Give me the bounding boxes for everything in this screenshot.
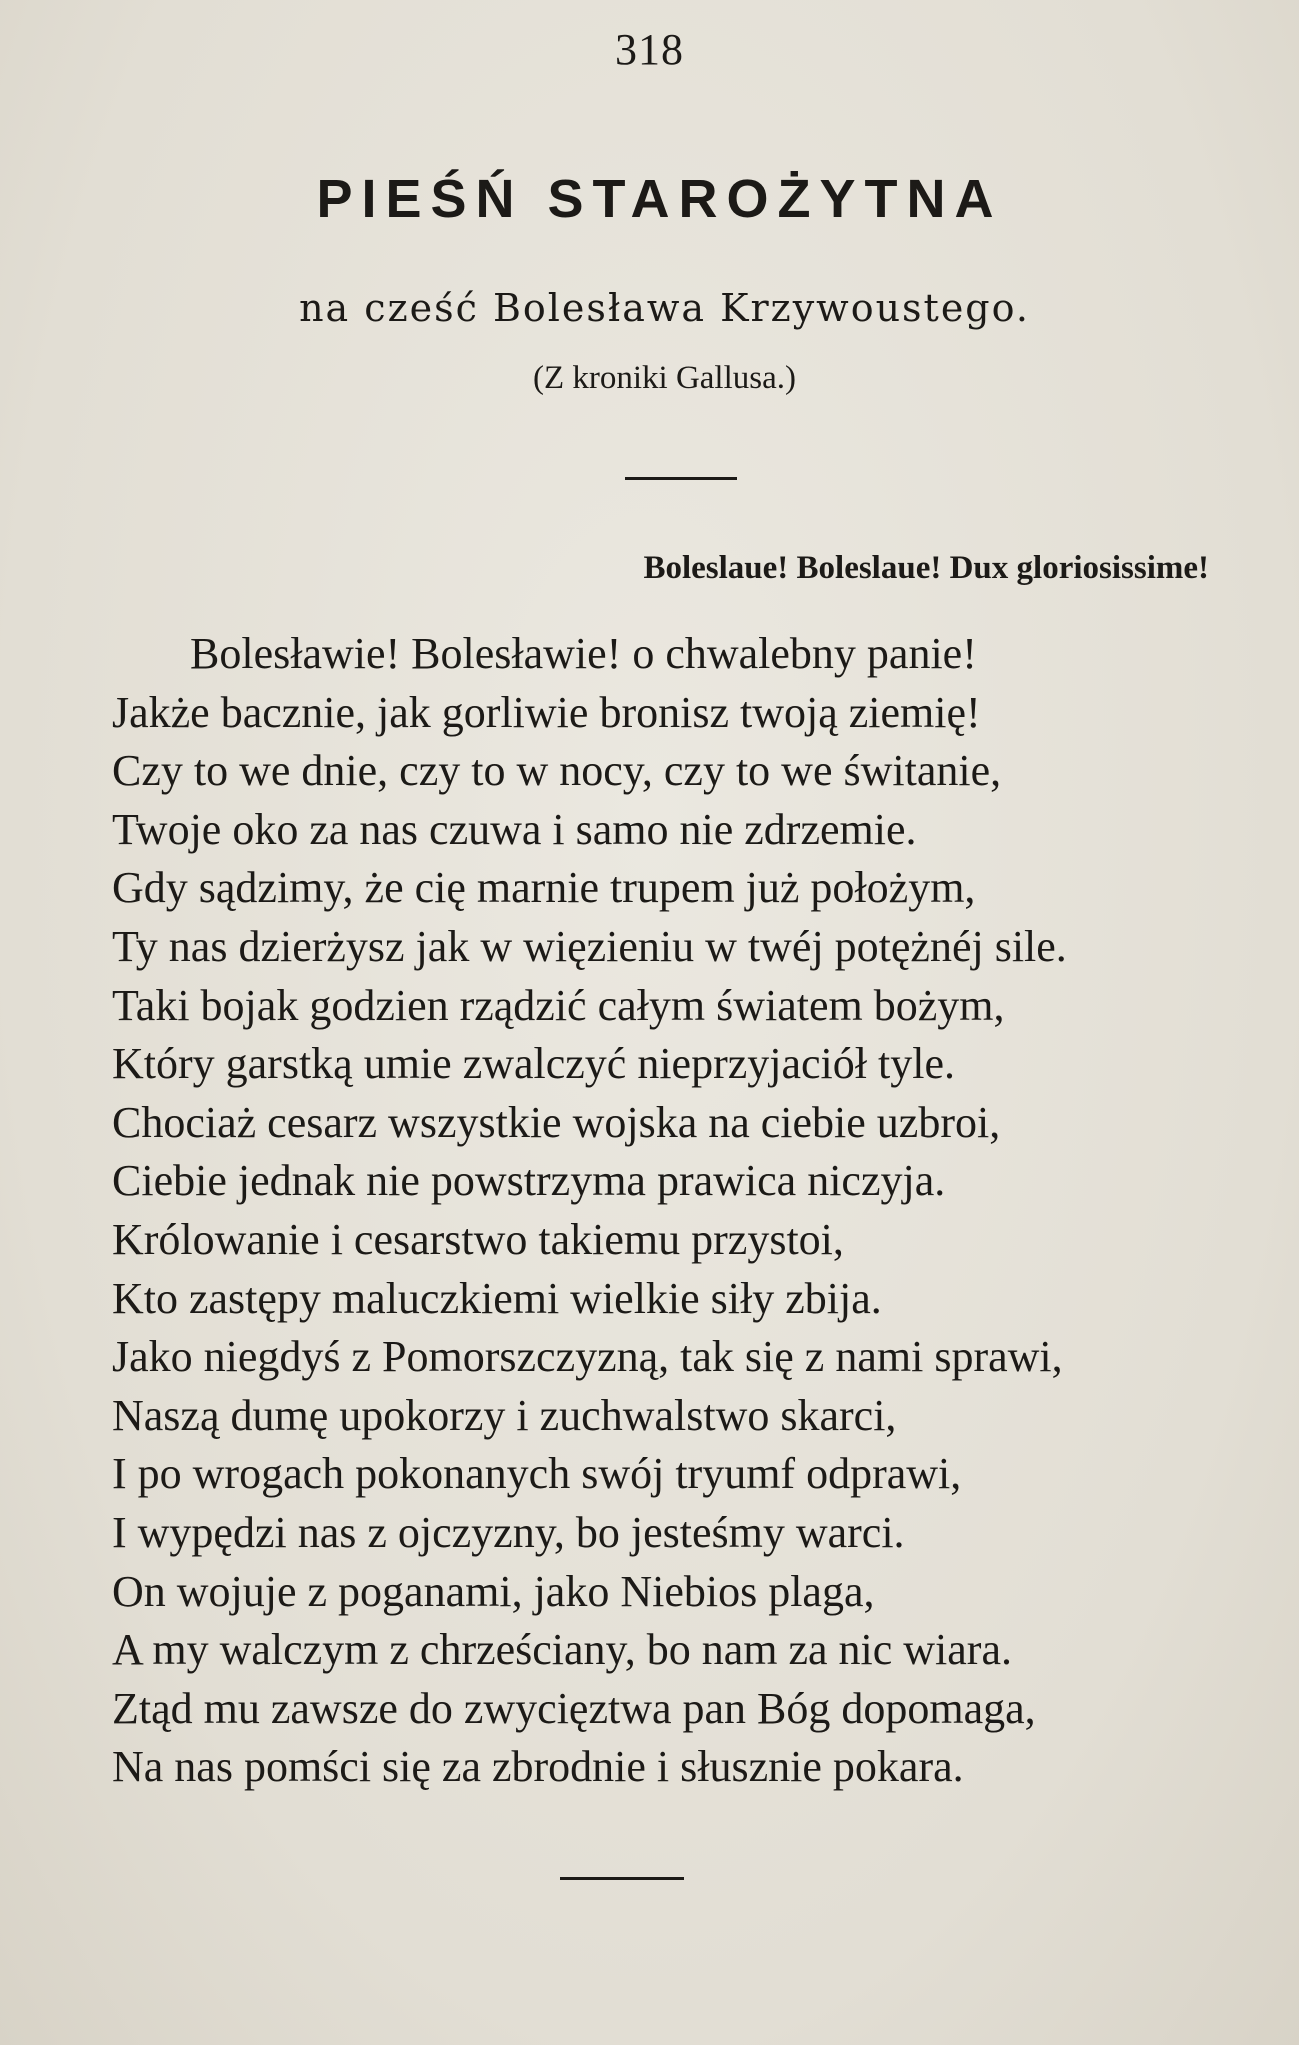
- verse-line: Chociaż cesarz wszystkie wojska na ciebie uzbroi,: [112, 1097, 1001, 1147]
- verse-line: Naszą dumę upokorzy i zuchwalstwo skarci,: [112, 1390, 897, 1440]
- poem-title: PIEŚŃ STAROŻYTNA: [316, 169, 1003, 229]
- verse-line: Gdy sądzimy, że cię marnie trupem już położym,: [112, 863, 976, 913]
- poem-body: [112, 625, 1252, 1797]
- verse-line: On wojuje z poganami, jako Niebios plaga,: [112, 1566, 875, 1616]
- verse-line: Który garstką umie zwalczyć nieprzyjaciół tyle.: [112, 1039, 955, 1089]
- verse-line: Ty nas dzierżysz jak w więzieniu w twéj potężnéj sile.: [112, 921, 1067, 971]
- verse-line: A my walczym z chrześciany, bo nam za nic wiara.: [112, 1625, 1012, 1675]
- verse-line: Jakże bacznie, jak gorliwie bronisz twoją ziemię!: [112, 687, 981, 737]
- verse-line: Czy to we dnie, czy to w nocy, czy to we świtanie,: [112, 746, 1002, 796]
- verse-line: I wypędzi nas z ojczyzny, bo jesteśmy warci.: [112, 1507, 905, 1557]
- poem-source: (Z kroniki Gallusa.): [532, 360, 797, 396]
- verse-line: Bolesławie! Bolesławie! o chwalebny panie!: [190, 629, 977, 678]
- verse-line: Kto zastępy maluczkiemi wielkie siły zbija.: [112, 1273, 882, 1323]
- latin-epigraph: Boleslaue! Boleslaue! Dux gloriosissime!: [643, 550, 1209, 586]
- verse-line: Ztąd mu zawsze do zwycięztwa pan Bóg dopomaga,: [112, 1683, 1036, 1733]
- top-divider: [625, 477, 737, 480]
- page-number: 318: [615, 25, 684, 74]
- verse-line: Taki bojak godzien rządzić całym światem bożym,: [112, 980, 1005, 1030]
- verse-line: Jako niegdyś z Pomorszczyzną, tak się z nami sprawi,: [112, 1332, 1063, 1382]
- bottom-divider: [560, 1877, 684, 1880]
- verse-line: Królowanie i cesarstwo takiemu przystoi,: [112, 1214, 844, 1264]
- verse-line: Twoje oko za nas czuwa i samo nie zdrzemie.: [112, 804, 917, 854]
- verse-line: Ciebie jednak nie powstrzyma prawica niczyja.: [112, 1156, 946, 1206]
- verse-line: I po wrogach pokonanych swój tryumf odprawi,: [112, 1449, 962, 1499]
- verse-line: Na nas pomści się za zbrodnie i słusznie pokara.: [112, 1742, 964, 1792]
- poem-subtitle: na cześć Bolesława Krzywoustego.: [299, 286, 1030, 330]
